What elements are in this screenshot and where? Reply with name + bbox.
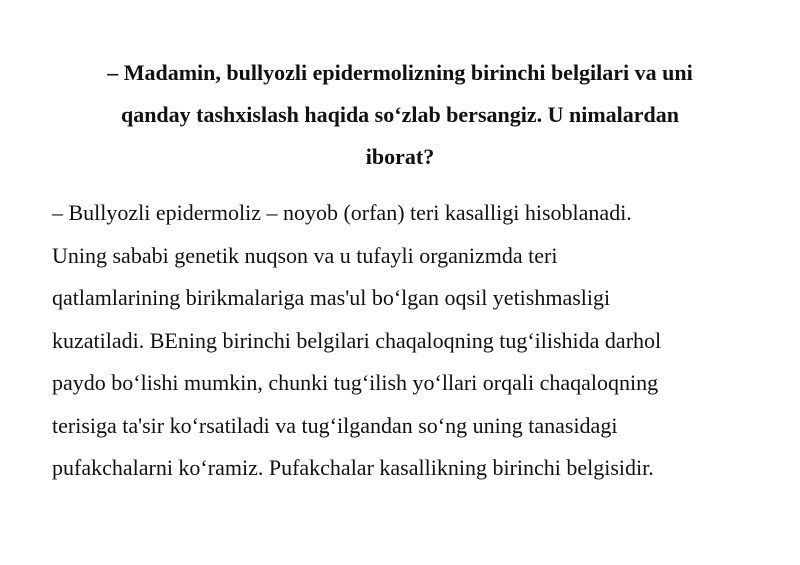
- answer-line: terisiga ta'sir ko‘rsatiladi va tug‘ilgandan so‘ng uning tanasidagi: [52, 412, 618, 438]
- answer-line: kuzatiladi. BEning birinchi belgilari chaqaloqning tug‘ilishida darhol: [52, 327, 662, 353]
- answer-line: paydo bo‘lishi mumkin, chunki tug‘ilish yo‘llari orqali chaqaloqning: [52, 370, 659, 395]
- answer-paragraph: [52, 192, 752, 490]
- answer-line: pufakchalarni ko‘ramiz. Pufakchalar kasallikning birinchi belgisidir.: [52, 455, 654, 480]
- answer-line: – Bullyozli epidermoliz – noyob (orfan) teri kasalligi hisoblanadi.: [52, 200, 632, 225]
- answer-line: qatlamlarining birikmalariga mas'ul bo‘lgan oqsil yetishmasligi: [52, 285, 611, 310]
- question-heading: [60, 52, 740, 178]
- question-line: – Madamin, bullyozli epidermolizning birinchi belgilari va uni: [107, 60, 693, 85]
- question-line: qanday tashxislash haqida so‘zlab bersangiz. U nimalardan: [120, 102, 680, 127]
- question-line: iborat?: [365, 144, 435, 169]
- answer-line: Uning sababi genetik nuqson va u tufayli organizmda teri: [52, 242, 558, 268]
